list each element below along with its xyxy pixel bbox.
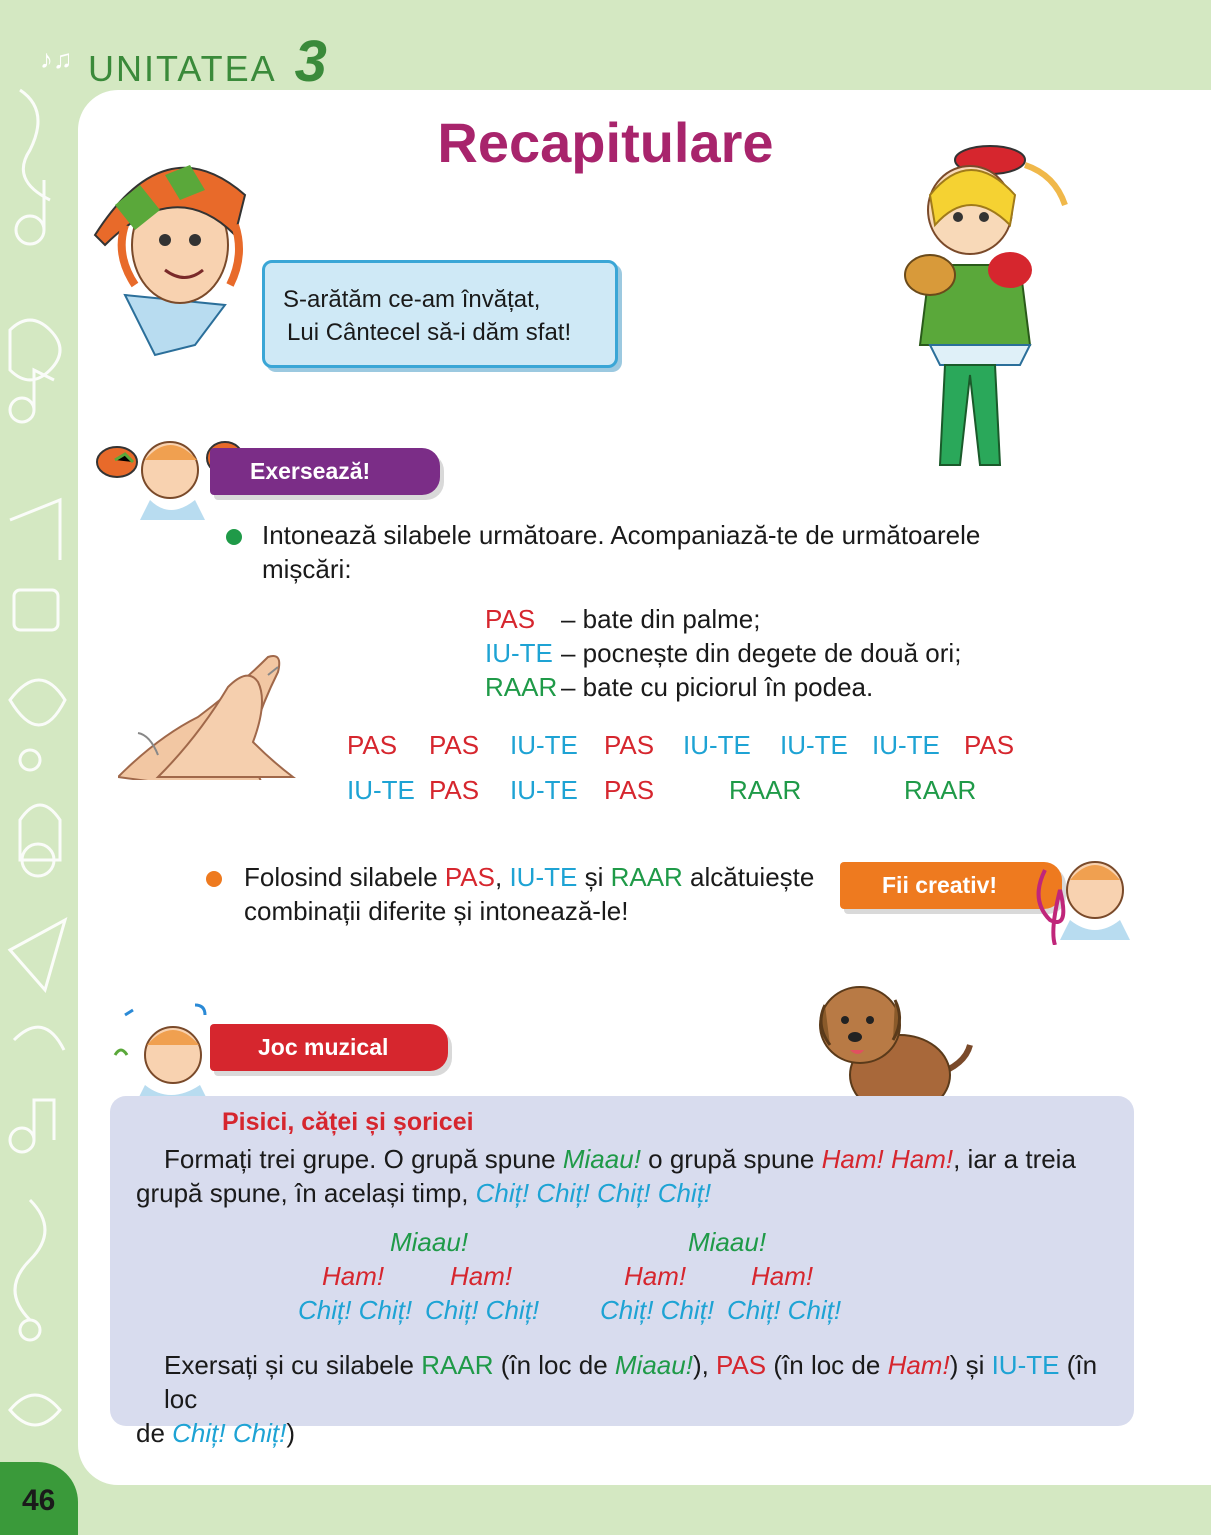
text-run: , iar a treia <box>953 1144 1076 1174</box>
pattern-chit: Chiț! Chiț! <box>425 1295 540 1325</box>
pattern-ham: Ham! <box>751 1261 814 1291</box>
game-outro <box>136 1348 1126 1450</box>
speech-bubble <box>262 260 618 368</box>
exercise2-line1 <box>244 860 844 894</box>
game-intro-line1 <box>136 1142 1126 1176</box>
clapping-hands-illustration <box>118 655 308 780</box>
text-run: și <box>577 862 611 892</box>
text-run: , <box>495 862 510 892</box>
unit-label: UNITATEA <box>88 48 277 89</box>
seq-syllable: IU-TE <box>780 730 848 760</box>
legend-syllable: RAAR <box>485 672 558 702</box>
text-run: Folosind silabele <box>244 862 445 892</box>
page-title: Recapitulare <box>437 111 774 174</box>
page-number: 46 <box>22 1484 56 1517</box>
pattern-ham: Ham! <box>624 1261 687 1291</box>
speech-line-2: Lui Cântecel să-i dăm sfat! <box>287 319 572 346</box>
unit-header <box>88 28 327 95</box>
pattern-ham: Ham! <box>322 1261 385 1291</box>
pattern-chit: Chiț! Chiț! <box>727 1295 842 1325</box>
text-run: de <box>136 1418 173 1448</box>
word-chit: Chiț! Chiț! Chiț! Chiț! <box>475 1178 712 1208</box>
text-run: ), <box>692 1350 717 1380</box>
text-run: (în loc <box>164 1350 1098 1414</box>
legend-description: – bate cu piciorul în podea. <box>561 672 874 702</box>
legend-description: – pocnește din degete de două ori; <box>561 638 962 668</box>
syllable-raar: RAAR <box>610 862 683 892</box>
legend-syllable: PAS <box>485 604 536 634</box>
seq-syllable: IU-TE <box>510 775 578 805</box>
text-run: Formați trei grupe. O grupă spune <box>164 1144 563 1174</box>
exercise2-instruction <box>244 860 844 928</box>
bullet-orange <box>206 871 222 887</box>
speech-line-1: S-arătăm ce-am învățat, <box>283 286 541 313</box>
jester-boy-illustration <box>85 145 260 365</box>
badge-exerseaza: Exersează! <box>210 448 440 495</box>
exercise1-line2: mișcări: <box>262 554 352 584</box>
text-run: grupă spune, în același timp, <box>136 1178 476 1208</box>
word-miaau: Miaau! <box>614 1350 693 1380</box>
game-intro-line2 <box>136 1176 1126 1210</box>
text-run: alcătuiește <box>682 862 815 892</box>
side-doodles <box>0 0 78 1535</box>
syllable-iute: IU-TE <box>991 1350 1060 1380</box>
syllable-iute: IU-TE <box>509 862 578 892</box>
legend-row-raar <box>485 672 873 703</box>
badge-joc-muzical: Joc muzical <box>210 1024 448 1071</box>
word-ham: Ham! <box>887 1350 950 1380</box>
bullet-green <box>226 529 242 545</box>
legend-row-iute <box>485 638 961 669</box>
seq-syllable: PAS <box>604 775 655 805</box>
music-notes-icon: ♪♫ <box>40 44 73 74</box>
pattern-chit: Chiț! Chiț! <box>600 1295 715 1325</box>
text-run: (în loc de <box>493 1350 615 1380</box>
pattern-miaau: Miaau! <box>688 1227 767 1257</box>
seq-syllable: PAS <box>604 730 655 760</box>
game-outro-line1 <box>136 1348 1126 1416</box>
seq-syllable: IU-TE <box>872 730 940 760</box>
legend-description: – bate din palme; <box>561 604 761 634</box>
game-outro-line2 <box>136 1416 1126 1450</box>
seq-syllable: PAS <box>347 730 398 760</box>
seq-syllable: RAAR <box>729 775 802 805</box>
seq-syllable: IU-TE <box>510 730 578 760</box>
word-chit: Chiț! Chiț! <box>172 1418 287 1448</box>
word-ham-ham: Ham! Ham! <box>821 1144 954 1174</box>
seq-syllable: IU-TE <box>683 730 751 760</box>
text-run: ) și <box>949 1350 992 1380</box>
legend-row-pas <box>485 604 760 635</box>
text-run: o grupă spune <box>640 1144 822 1174</box>
seq-syllable: PAS <box>429 775 480 805</box>
game-title: Pisici, căței și șoricei <box>222 1108 474 1136</box>
text-run: Exersați și cu silabele <box>164 1350 422 1380</box>
treble-clef-child-illustration <box>1020 850 1135 945</box>
badge-fii-creativ: Fii creativ! <box>840 862 1062 909</box>
word-miaau: Miaau! <box>562 1144 641 1174</box>
seq-syllable: IU-TE <box>347 775 415 805</box>
seq-syllable: RAAR <box>904 775 977 805</box>
seq-syllable: PAS <box>429 730 480 760</box>
pattern-ham: Ham! <box>450 1261 513 1291</box>
text-run: (în loc de <box>766 1350 888 1380</box>
unit-number: 3 <box>294 29 327 94</box>
seq-syllable: PAS <box>964 730 1015 760</box>
legend-syllable: IU-TE <box>485 638 553 668</box>
exercise1-line1: Intonează silabele următoare. Acompaniază-te de următoarele <box>262 520 981 550</box>
text-run: ) <box>286 1418 295 1448</box>
game-intro <box>136 1142 1126 1210</box>
pattern-miaau: Miaau! <box>390 1227 469 1257</box>
syllable-pas: PAS <box>444 862 495 892</box>
minstrel-boy-illustration <box>890 135 1070 480</box>
syllable-pas: PAS <box>716 1350 767 1380</box>
exercise2-line2: combinații diferite și intonează-le! <box>244 896 629 926</box>
pattern-chit: Chiț! Chiț! <box>298 1295 413 1325</box>
exercise1-instruction <box>262 518 1082 586</box>
syllable-raar: RAAR <box>421 1350 494 1380</box>
